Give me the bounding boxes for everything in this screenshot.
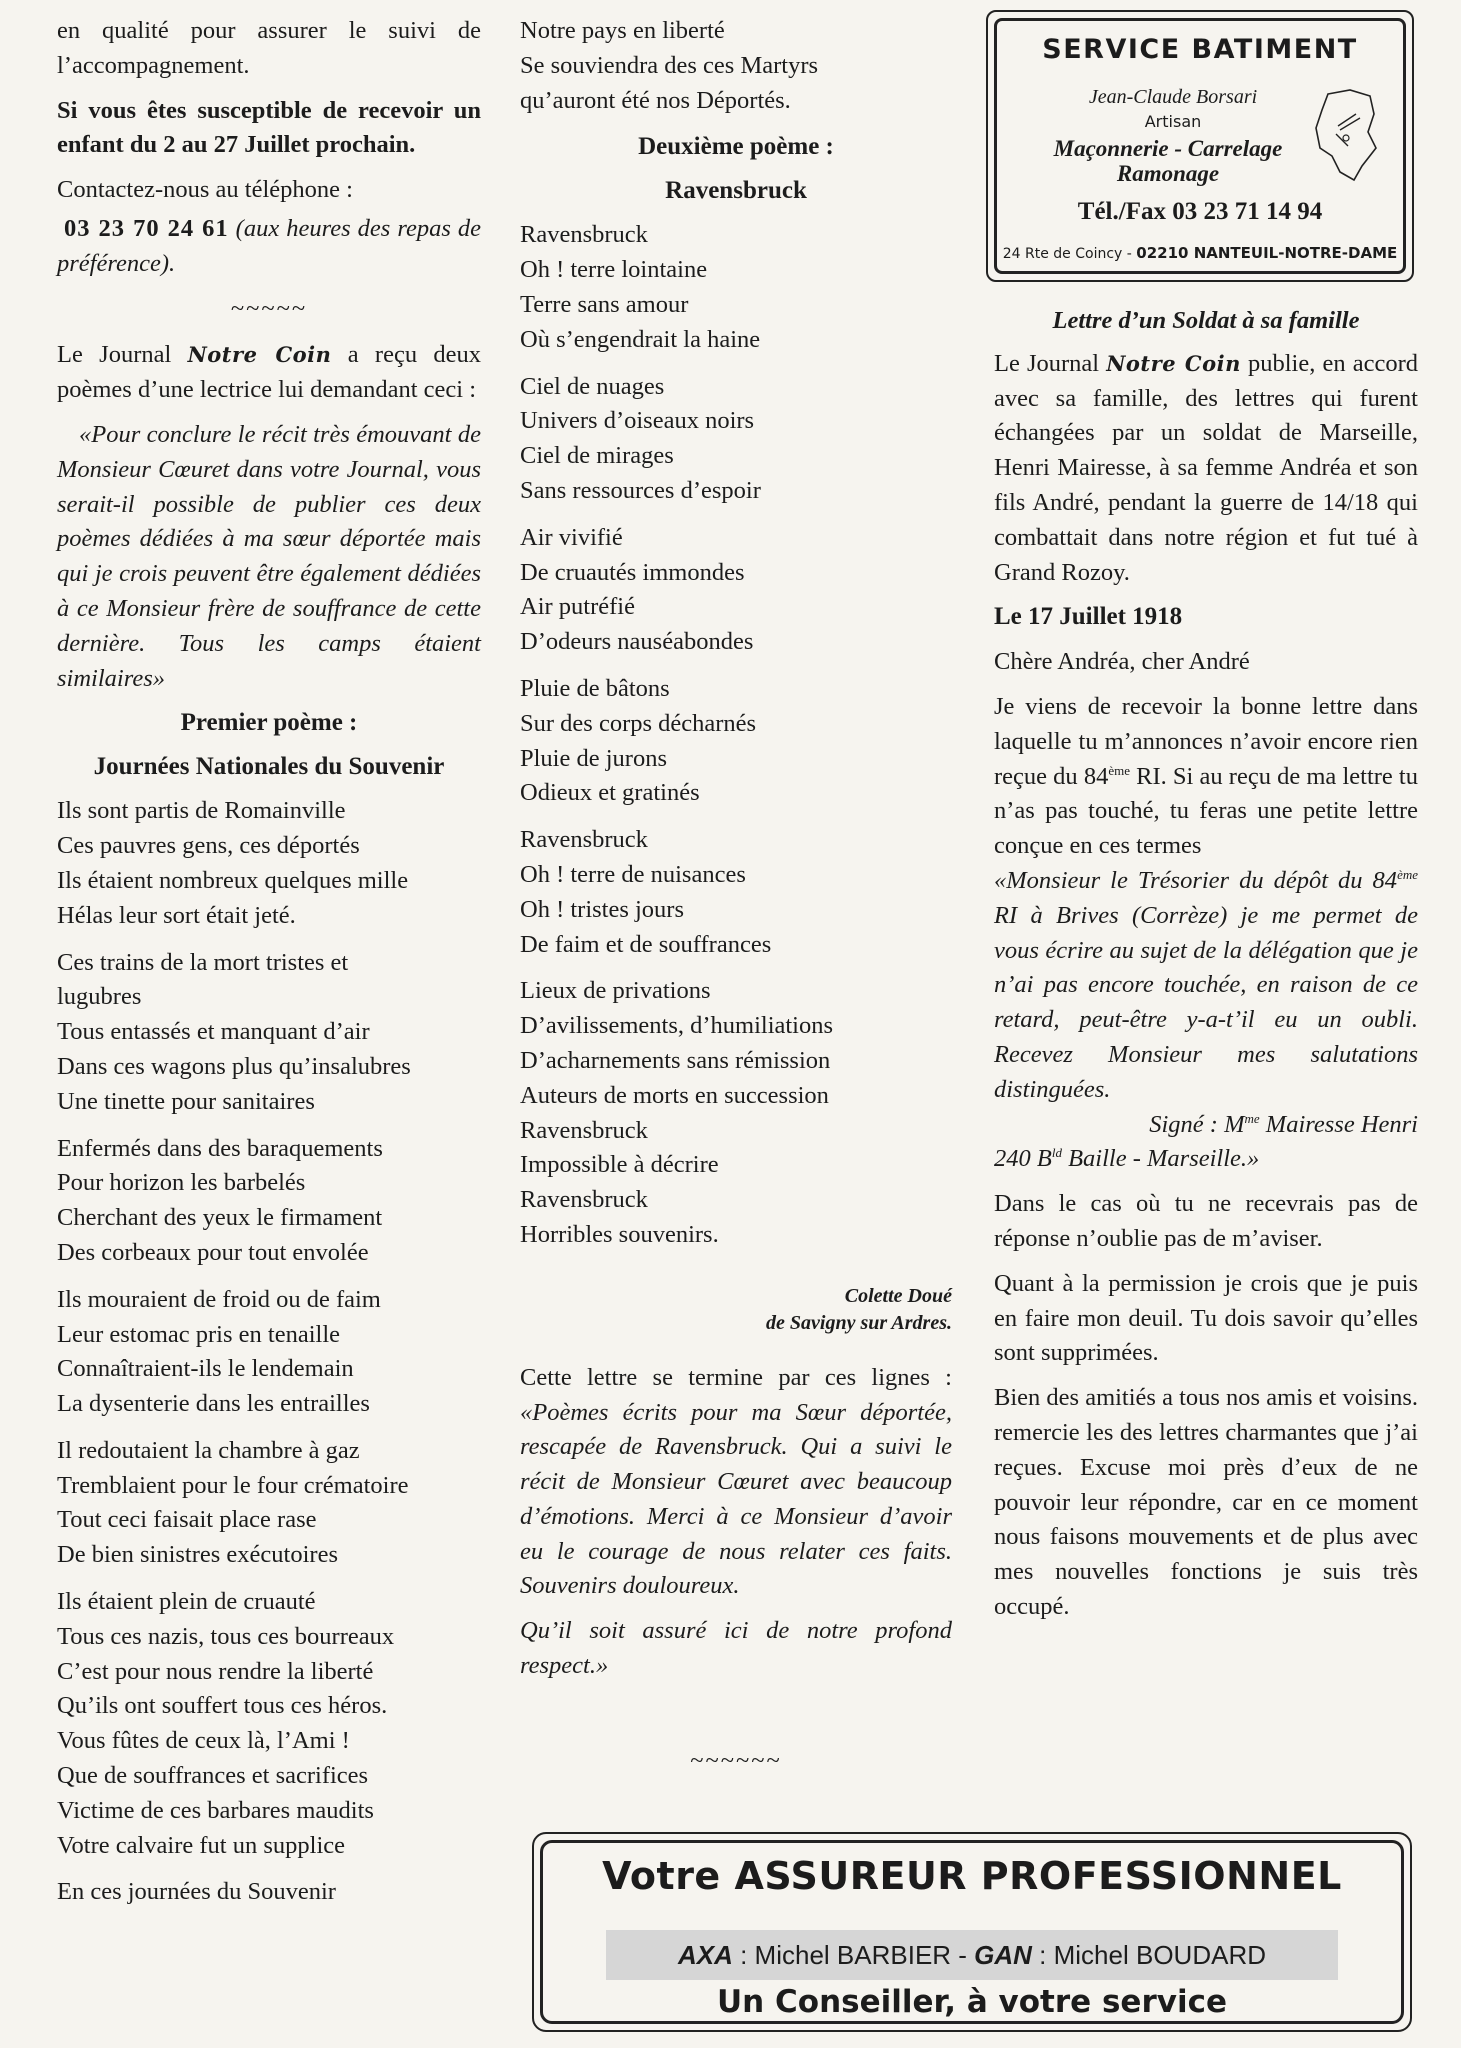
poem2-line: Pluie de bâtons <box>520 674 670 702</box>
poem1-line: Ils mouraient de froid ou de faim <box>57 1285 381 1313</box>
ad-artisan-name: Jean-Claude Borsari <box>1088 86 1258 108</box>
column-2 <box>520 14 952 1791</box>
poem1-line: Que de souffrances et sacrifices <box>57 1762 369 1790</box>
poem1-line: Ces pauvres gens, ces déportés <box>57 832 360 860</box>
poem1-line: Pour horizon les barbelés <box>57 1169 306 1197</box>
poem1-line: De bien sinistres exécutoires <box>57 1541 338 1569</box>
region-map-icon <box>1310 86 1380 186</box>
poem2-line: Sur des corps décharnés <box>520 709 757 737</box>
letter-paragraph-2: Dans le cas où tu ne recevrais pas de réponse n’oublie pas de m’aviser. <box>994 1190 1418 1252</box>
letter-intro-label: Le Journal <box>994 349 1100 377</box>
poem2-line: Pluie de jurons <box>520 744 667 772</box>
poem2-line: Ravensbruck <box>520 221 648 249</box>
ad-trade-2: Ramonage <box>1116 161 1220 186</box>
poem1-stanza <box>57 1434 481 1573</box>
poem1-stanza <box>57 794 481 933</box>
letter-paragraph-3: Quant à la permission je crois que je puis en faire mon deuil. Tu dois savoir qu’elles sont supprimées. <box>994 1269 1418 1367</box>
poem2-stanza <box>520 370 952 509</box>
poem2-title: Ravensbruck <box>665 177 807 205</box>
sup-me: me <box>1244 1110 1260 1126</box>
poem2-line: Ravensbruck <box>520 826 648 854</box>
ad-address-town: 02210 NANTEUIL-NOTRE-DAME <box>1136 244 1398 262</box>
journal-name-2: Notre Coin <box>1106 350 1241 376</box>
journal-intro <box>57 338 481 408</box>
letter-greeting: Chère Andréa, cher André <box>994 648 1250 676</box>
poem1-line: Victime de ces barbares maudits <box>57 1796 374 1824</box>
poem1-line: Tremblaient pour le four crématoire <box>57 1471 409 1499</box>
reader-quote: «Pour conclure le récit très émouvant de Monsieur Cœuret dans votre Journal, vous serait-il possible de publier ces deux poèmes dédiées à ma sœur déportée mais qui je crois peuvent être également dédiées à ce Monsieur frère de souffrance de cette dernière. Tous les camps étaient similaires» <box>57 420 481 692</box>
poem1-line: C’est pour nous rendre la liberté <box>57 1657 374 1685</box>
poem1-line: Une tinette pour sanitaires <box>57 1087 315 1115</box>
poem2-line: Lieux de privations <box>520 977 711 1005</box>
poem1-line: En ces journées du Souvenir <box>57 1878 336 1906</box>
poem1-stanza <box>57 1875 481 1910</box>
poem1-line: Tout ceci faisait place rase <box>57 1506 317 1534</box>
poem1-stanza <box>57 946 481 1120</box>
closing-quote: «Poèmes écrits pour ma Sœur déportée, rescapée de Ravensbruck. Qui a suivi le récit de Monsieur Cœuret avec beaucoup d’émotions. Merci à ce Monsieur d’avoir eu le courage de nous relater ces faits. Souvenirs douloureux. <box>520 1398 952 1600</box>
assureur-title: Votre ASSUREUR PROFESSIONNEL <box>602 1854 1342 1898</box>
poem1-line: Se souviendra des ces Martyrs <box>520 51 819 79</box>
assureur-ad <box>532 1832 1412 2032</box>
poem1-line: Enfermés dans des baraquements <box>57 1134 383 1162</box>
phone-number: 03 23 70 24 61 <box>64 214 229 242</box>
poem2-stanza <box>520 974 952 1252</box>
letter-address <box>994 1142 1418 1177</box>
sup-eme-2: ème <box>1397 866 1418 882</box>
poem-signature <box>520 1283 952 1337</box>
question-text: Si vous êtes susceptible de recevoir un enfant du 2 au 27 Juillet prochain. <box>57 96 481 159</box>
poem2-line: Auteurs de morts en succession <box>520 1081 829 1109</box>
closing-intro: Cette lettre se termine par ces lignes : <box>520 1363 952 1391</box>
poem2-stanza <box>520 218 952 357</box>
poem1-line: Qu’ils ont souffert tous ces héros. <box>57 1692 388 1720</box>
letter-signed <box>994 1108 1418 1143</box>
brand-gan: GAN <box>974 1939 1032 1970</box>
p1-start: Je viens de recevoir la bonne lettre dans laquelle tu m’annonces n’avoir encore rien reçue du 84 <box>994 692 1418 790</box>
poem2-line: Oh ! terre de nuisances <box>520 860 746 888</box>
agent-barbier: : Michel BARBIER - <box>732 1939 975 1970</box>
brand-axa: AXA <box>677 1939 733 1970</box>
letter-quote <box>994 864 1418 1108</box>
poem1-stanza <box>57 1585 481 1863</box>
poem2-line: D’avilissements, d’humiliations <box>520 1012 834 1040</box>
address-start: 240 B <box>994 1145 1052 1173</box>
ad-trade-1: Maçonnerie - Carrelage <box>1053 136 1283 161</box>
poem1-ending <box>520 14 952 118</box>
letter-title: Lettre d’un Soldat à sa famille <box>1052 307 1360 334</box>
poem2-line: Air vivifié <box>520 523 623 551</box>
signature-name: Colette Doué <box>844 1284 952 1307</box>
poem1-line: Tous ces nazis, tous ces bourreaux <box>57 1622 395 1650</box>
service-batiment-ad <box>986 10 1414 282</box>
poem2-line: Ciel de mirages <box>520 442 674 470</box>
poem2-line: De cruautés immondes <box>520 558 745 586</box>
phone-line <box>57 212 481 282</box>
assureur-agents <box>606 1930 1338 1980</box>
poem2-heading: Deuxième poème : <box>638 133 834 161</box>
closing-quote-2: Qu’il soit assuré ici de notre profond respect.» <box>520 1617 952 1680</box>
poem1-line: Votre calvaire fut un supplice <box>57 1831 346 1859</box>
ad-title: SERVICE BATIMENT <box>1042 34 1358 65</box>
separator: ~~~~~ <box>230 294 308 322</box>
poem2-line: Terre sans amour <box>520 290 689 318</box>
poem2-line: Sans ressources d’espoir <box>520 476 761 504</box>
journal-text: a reçu deux poèmes d’une lectrice lui demandant ceci : <box>57 341 482 404</box>
journal-label: Le Journal <box>57 341 172 369</box>
poem1-stanza <box>57 1132 481 1271</box>
letter-date: Le 17 Juillet 1918 <box>994 603 1183 631</box>
ad-artisan-role: Artisan <box>1144 112 1202 131</box>
sup-ld: ld <box>1051 1145 1062 1161</box>
poem1-line: Hélas leur sort était jeté. <box>57 901 296 929</box>
poem1-body <box>57 794 481 1910</box>
column-1 <box>57 14 481 1922</box>
poem1-line: qu’auront été nos Déportés. <box>520 86 791 114</box>
separator-2: ~~~~~~ <box>690 1746 782 1774</box>
poem1-line: Leur estomac pris en tenaille <box>57 1320 340 1348</box>
poem2-line: D’odeurs nauséabondes <box>520 628 754 656</box>
poem2-line: Impossible à décrire <box>520 1151 719 1179</box>
poem2-line: Oh ! tristes jours <box>520 895 684 923</box>
poem2-body <box>520 218 952 1252</box>
letter-intro <box>994 347 1418 591</box>
sup-eme: ème <box>1108 762 1130 778</box>
poem1-line: lugubres <box>57 983 142 1011</box>
poem2-line: Air putréfié <box>520 593 635 621</box>
journal-name: Notre Coin <box>187 342 332 368</box>
poem1-line: Des corbeaux pour tout envolée <box>57 1238 369 1266</box>
poem1-line: Notre pays en liberté <box>520 17 725 44</box>
ad-phone: Tél./Fax 03 23 71 14 94 <box>1077 198 1323 225</box>
poem2-line: Ravensbruck <box>520 1116 648 1144</box>
poem2-line: De faim et de souffrances <box>520 930 772 958</box>
poem2-line: Ciel de nuages <box>520 372 665 400</box>
poem1-line: Il redoutaient la chambre à gaz <box>57 1436 360 1464</box>
poem1-line: La dysenterie dans les entrailles <box>57 1390 370 1418</box>
ad-address-street: 24 Rte de Coincy - <box>1002 246 1137 262</box>
poem2-line: Univers d’oiseaux noirs <box>520 407 755 435</box>
phone-note: (aux heures des repas de préférence). <box>57 214 482 277</box>
poem2-stanza <box>520 672 952 811</box>
ad-address <box>988 244 1412 262</box>
poem1-line: Ils étaient nombreux quelques mille <box>57 866 409 894</box>
ad-trades <box>1018 136 1318 186</box>
poem1-line: Cherchant des yeux le firmament <box>57 1204 383 1232</box>
address-end: Baille - Marseille.» <box>1061 1145 1260 1173</box>
poem1-line: Connaîtraient-ils le lendemain <box>57 1355 354 1383</box>
contact-text: Contactez-nous au téléphone : <box>57 176 353 204</box>
poem1-title: Journées Nationales du Souvenir <box>93 753 445 781</box>
letter-intro-text: publie, en accord avec sa famille, des lettres qui furent échangées par un soldat de Marseille, Henri Mairesse, à sa femme Andréa et son fils André, pendant la guerre de 14/18 qui combattait dans notre région et fut tué à Grand Rozoy. <box>994 349 1419 586</box>
quote-start: «Monsieur le Trésorier du dépôt du 84 <box>994 866 1398 894</box>
poem1-line: Ils sont partis de Romainville <box>57 797 346 825</box>
poem1-line: Vous fûtes de ceux là, l’Ami ! <box>57 1727 350 1755</box>
poem1-line: Ils étaient plein de cruauté <box>57 1588 316 1616</box>
poem2-stanza <box>520 823 952 962</box>
quote-end: RI à Brives (Corrèze) je me permet de vous écrire au sujet de la délégation que je n’ai pas encore touchée, en raison de ce retard, peut-être y-a-t’il eu un oubli. Recevez Monsieur mes salutations distinguées. <box>994 901 1418 1103</box>
poem2-stanza <box>520 521 952 660</box>
agent-boudard: : Michel BOUDARD <box>1031 1939 1266 1970</box>
poem2-line: D’acharnements sans rémission <box>520 1046 831 1074</box>
signature-place: de Savigny sur Ardres. <box>766 1311 952 1334</box>
intro-text: en qualité pour assurer le suivi de l’accompagnement. <box>57 17 481 79</box>
signed-end: Mairesse Henri <box>1259 1110 1418 1138</box>
poem1-heading: Premier poème : <box>180 709 358 737</box>
column-3 <box>994 304 1418 1635</box>
poem2-line: Horribles souvenirs. <box>520 1220 719 1248</box>
closing-paragraph <box>520 1361 952 1605</box>
poem2-line: Ravensbruck <box>520 1186 648 1214</box>
p1-end: RI. Si au reçu de ma lettre tu n’as pas touché, tu feras une petite lettre conçue en ces termes <box>994 762 1418 860</box>
poem2-line: Oh ! terre lointaine <box>520 256 708 284</box>
poem1-stanza <box>57 1283 481 1422</box>
letter-paragraph-1 <box>994 690 1418 864</box>
signed-start: Signé : M <box>1149 1110 1245 1138</box>
poem2-line: Où s’engendrait la haine <box>520 325 761 353</box>
assureur-tagline: Un Conseiller, à votre service <box>717 1984 1227 2020</box>
poem2-line: Odieux et gratinés <box>520 779 700 807</box>
poem1-line: Ces trains de la mort tristes et <box>57 948 349 976</box>
poem1-line: Tous entassés et manquant d’air <box>57 1018 370 1046</box>
letter-paragraph-4: Bien des amitiés a tous nos amis et voisins. remercie les des lettres charmantes que j’ai reçues. Excuse moi près d’eux de ne pouvoir leur répondre, car en ce moment nous faisons mouvements et de plus avec mes nouvelles fonctions je suis très occupé. <box>994 1384 1418 1620</box>
poem1-line: Dans ces wagons plus qu’insalubres <box>57 1052 411 1080</box>
